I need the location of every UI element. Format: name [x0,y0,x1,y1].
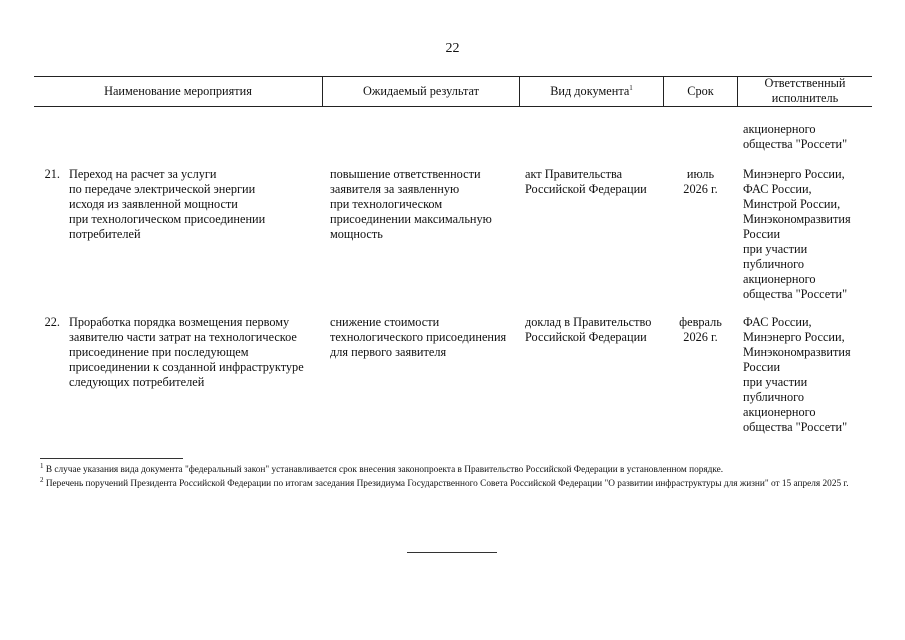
row-deadline: июль 2026 г. [683,167,718,196]
page-number: 22 [445,41,460,56]
header-responsible: Ответственный исполнитель [764,76,846,105]
footnote-1: $^1$ В случае указания вида документа "федеральный закон" устанавливается срок внесения законопроекта в Правительство Российской Федерации в установленном порядке. [40,461,724,475]
header-doc-type: Вид документа$^1$ [550,83,633,98]
row-responsible: Минэнерго России, ФАС России, Минстрой России, Минэкономразвития России при участии публичного акционерного общества "Россети" [743,167,851,301]
row-doc-type: акт Правительства Российской Федерации [525,167,647,196]
row-responsible: ФАС России, Минэнерго России, Минэкономразвития России при участии публичного акционерного общества "Россети" [743,315,851,434]
row-result: повышение ответственности заявителя за заявленную при технологическом присоединении максимальную мощность [330,167,492,241]
header-result: Ожидаемый результат [362,83,480,98]
row-name: Переход на расчет за услуги по передаче электрической энергии исходя из заявленной мощности при технологическом присоединении потребителей [69,167,266,241]
row-deadline: февраль 2026 г. [679,315,722,344]
row-name: Проработка порядка возмещения первому заявителю части затрат на технологическое присоединение при последующем присоединении к созданной инфраструктуре следующих потребителей [69,315,304,389]
row-doc-type: доклад в Правительство Российской Федерации [525,315,652,344]
table-header-bottom-rule [34,106,872,107]
row-number: 22. [44,315,60,329]
footnote-separator [40,458,183,459]
continued-responsible: акционерного общества "Россети" [743,122,848,151]
footnote-2: $^2$ Перечень поручений Президента Российской Федерации по итогам заседания Президиума Государственного Совета Российской Федерации "О развитии инфраструктуры для жизни" от 15 апреля 2025 г. [40,475,849,489]
header-deadline: Срок [687,83,714,98]
header-name: Наименование мероприятия [104,83,252,98]
row-result: снижение стоимости технологического присоединения для первого заявителя [330,315,507,359]
page-end-rule [407,552,497,553]
row-number: 21. [44,167,60,181]
